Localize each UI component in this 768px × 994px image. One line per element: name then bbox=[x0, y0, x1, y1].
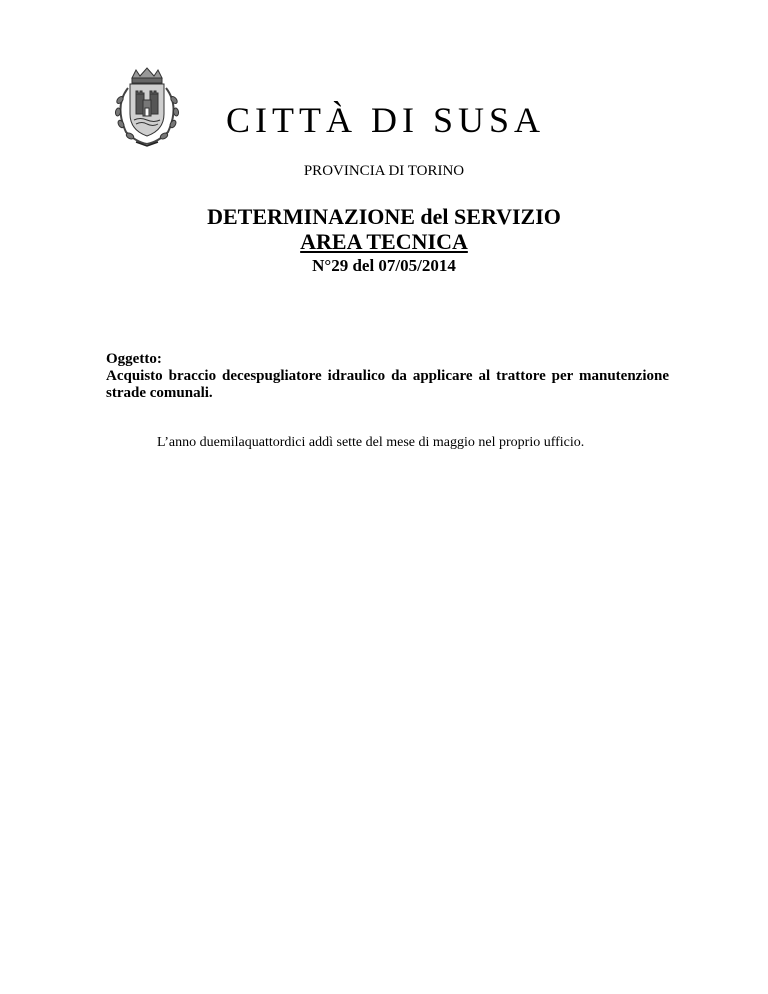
area-title: AREA TECNICA bbox=[300, 229, 468, 254]
document-number: N°29 del 07/05/2014 bbox=[312, 256, 456, 275]
document-title: DETERMINAZIONE del SERVIZIO bbox=[207, 204, 561, 229]
intro-paragraph: L’anno duemilaquattordici addì sette del mese di maggio nel proprio ufficio. bbox=[157, 435, 585, 450]
city-title: CITTÀ DI SUSA bbox=[226, 100, 546, 140]
subject-text: Acquisto braccio decespugliatore idraulico da applicare al trattore per manutenzione strade comunali. bbox=[106, 368, 669, 401]
province-label: PROVINCIA DI TORINO bbox=[303, 163, 465, 179]
subject-label: Oggetto: bbox=[106, 351, 162, 367]
coat-of-arms-icon bbox=[106, 66, 188, 150]
document-heading bbox=[0, 205, 768, 276]
subject-section bbox=[106, 351, 669, 402]
